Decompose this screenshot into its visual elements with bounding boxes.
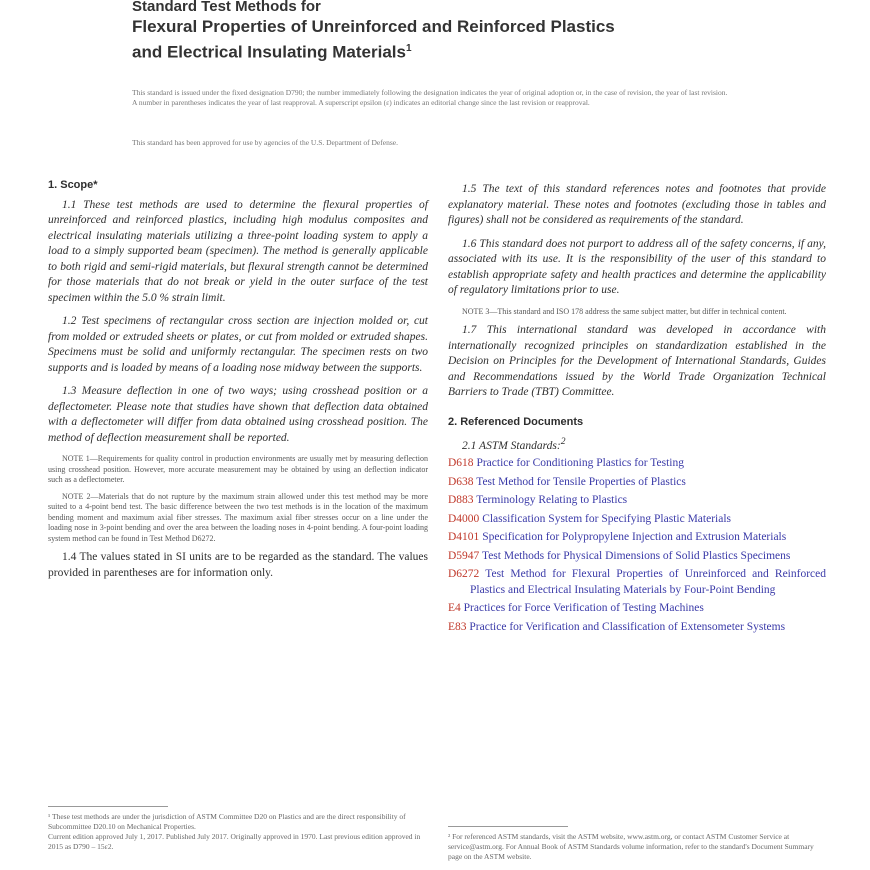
left-column: [48, 178, 428, 589]
subsection-2-1: [462, 434, 826, 454]
title-line-3: [132, 38, 752, 64]
section-1-heading: 1. Scope*: [48, 179, 98, 191]
reference-item: [448, 512, 826, 528]
reference-item: [448, 549, 826, 565]
section-2-heading: 2. Referenced Documents: [448, 415, 584, 428]
footnote-1-edition: Current edition approved July 1, 2017. Published July 2017. Originally approved in 1970. Last previous edition approved in 2015 as D790 – 15ε2.: [48, 832, 421, 851]
title-line-1: Standard Test Methods for: [132, 0, 321, 15]
footnote-2: ² For referenced ASTM standards, visit the ASTM website, www.astm.org, or contact ASTM Customer Service at service@astm.org. For Annual Book of ASTM Standards volume information, refer to the standard's Document Summary page on the ASTM website.: [448, 832, 814, 861]
reference-item: [448, 493, 826, 509]
reference-code-link[interactable]: D4101: [448, 531, 480, 544]
reference-item: [448, 567, 826, 598]
paragraph-1-3: 1.3 Measure deflection in one of two ways; using crosshead position or a deflectometer. Please note that studies have shown that deflection data obtained with a deflectometer will differ from data obtained using crosshead position. The method of deflection measurement shall be reported.: [48, 385, 428, 444]
note-1: NOTE 1—Requirements for quality control in production environments are usually met by measuring deflection using crosshead position. However, more accurate measurement may be obtained by using an deflection indicator such as a deflectometer.: [48, 454, 428, 484]
reference-code-link[interactable]: D618: [448, 457, 474, 470]
note-2: NOTE 2—Materials that do not rupture by the maximum strain allowed under this test method may be more suited to a 4-point bend test. The basic difference between the two test methods is in the location of the maximum bending moment and maximum axial fiber stresses. The maximum axial fiber stresses occur on a line under the loading nose in 3-point bending and over the area between the loading noses in 4-point bending. A four-point loading system method can be found in Test Method D6272.: [48, 491, 428, 543]
designation-notice: This standard is issued under the fixed designation D790; the number immediately following the designation indicates the year of original adoption or, in the case of revision, the year of last revision. A number in parentheses indicates the year of last reapproval. A superscript epsilon (ε) indicates an editorial change since the last revision or reapproval.: [132, 88, 728, 107]
reference-item: [448, 456, 826, 472]
reference-title-link[interactable]: Test Method for Flexural Properties of Unreinforced and Reinforced Plastics and Electrical Insulating Materials by Four-Point Bending: [470, 568, 826, 596]
right-column: [448, 182, 826, 638]
footnotes-left: [48, 812, 428, 852]
reference-title-link[interactable]: Test Method for Tensile Properties of Plastics: [476, 475, 686, 488]
reference-title-link[interactable]: Classification System for Specifying Plastic Materials: [482, 512, 731, 525]
referenced-documents-list: [448, 456, 826, 635]
paragraph-1-5: 1.5 The text of this standard references notes and footnotes that provide explanatory material. These notes and footnotes (excluding those in tables and figures) shall not be considered as requirements of the standard.: [448, 183, 826, 226]
reference-title-link[interactable]: Practices for Force Verification of Testing Machines: [463, 602, 704, 615]
reference-code-link[interactable]: E4: [448, 602, 461, 615]
title-footnote-marker: 1: [405, 43, 412, 54]
title-line-3-text: and Electrical Insulating Materials: [132, 42, 406, 62]
paragraph-1-6: 1.6 This standard does not purport to address all of the safety concerns, if any, associated with its use. It is the responsibility of the user of this standard to establish appropriate safety and health practices and determine the applicability of regulatory limitations prior to use.: [448, 237, 826, 296]
reference-title-link[interactable]: Specification for Polypropylene Injection and Extrusion Materials: [482, 531, 787, 544]
dod-notice: This standard has been approved for use by agencies of the U.S. Department of Defense.: [132, 138, 398, 147]
footnote-rule-right: [448, 826, 568, 827]
reference-item: [448, 530, 826, 546]
paragraph-1-4: 1.4 The values stated in SI units are to be regarded as the standard. The values provided in parentheses are for information only.: [48, 551, 428, 579]
reference-code-link[interactable]: D883: [448, 494, 474, 507]
reference-title-link[interactable]: Practice for Verification and Classification of Extensometer Systems: [469, 620, 786, 633]
title-line-2: Flexural Properties of Unreinforced and Reinforced Plastics: [132, 17, 615, 36]
note-3: NOTE 3—This standard and ISO 178 address the same subject matter, but differ in technical content.: [462, 306, 787, 316]
subsection-2-1-footnote-marker: 2: [560, 436, 566, 447]
reference-title-link[interactable]: Practice for Conditioning Plastics for Testing: [476, 457, 684, 470]
footnote-rule-left: [48, 806, 168, 807]
reference-title-link[interactable]: Test Methods for Physical Dimensions of Solid Plastics Specimens: [481, 549, 791, 562]
reference-title-link[interactable]: Terminology Relating to Plastics: [476, 494, 628, 507]
reference-item: [448, 475, 826, 491]
paragraph-1-1: 1.1 These test methods are used to determine the flexural properties of unreinforced and reinforced plastics, including high modulus composites and electrical insulating materials utilizing a three-point loading system to apply a load to a simply supported beam (specimen). The method is generally applicable to both rigid and semi-rigid materials, but flexural strength cannot be determined for those materials that do not break or yield in the outer surface of the test specimen within the 5.0 % strain limit.: [48, 198, 428, 304]
footnote-1: ¹ These test methods are under the jurisdiction of ASTM Committee D20 on Plastics and are the direct responsibility of Subcommittee D20.10 on Mechanical Properties.: [48, 812, 406, 831]
reference-code-link[interactable]: D638: [448, 475, 474, 488]
reference-code-link[interactable]: D4000: [448, 512, 480, 525]
paragraph-1-2: 1.2 Test specimens of rectangular cross section are injection molded or, cut from molded or extruded sheets or plates, or cut from molded or extruded shapes. Specimens must be solid and uniformly rectangular. The specimen rests on two supports and is loaded by means of a loading nose midway between the supports.: [48, 315, 428, 374]
title-block: [132, 0, 752, 64]
reference-item: [448, 601, 826, 617]
reference-code-link[interactable]: D6272: [448, 568, 480, 581]
paragraph-1-7: 1.7 This international standard was developed in accordance with internationally recognized principles on standardization established in the Decision on Principles for the Development of International Standards, Guides and Recommendations issued by the World Trade Organization Technical Barriers to Trade (TBT) Committee.: [448, 324, 826, 398]
subsection-2-1-text: 2.1 ASTM Standards:: [462, 439, 561, 452]
reference-item: [448, 620, 826, 636]
reference-code-link[interactable]: E83: [448, 620, 467, 633]
reference-code-link[interactable]: D5947: [448, 549, 480, 562]
